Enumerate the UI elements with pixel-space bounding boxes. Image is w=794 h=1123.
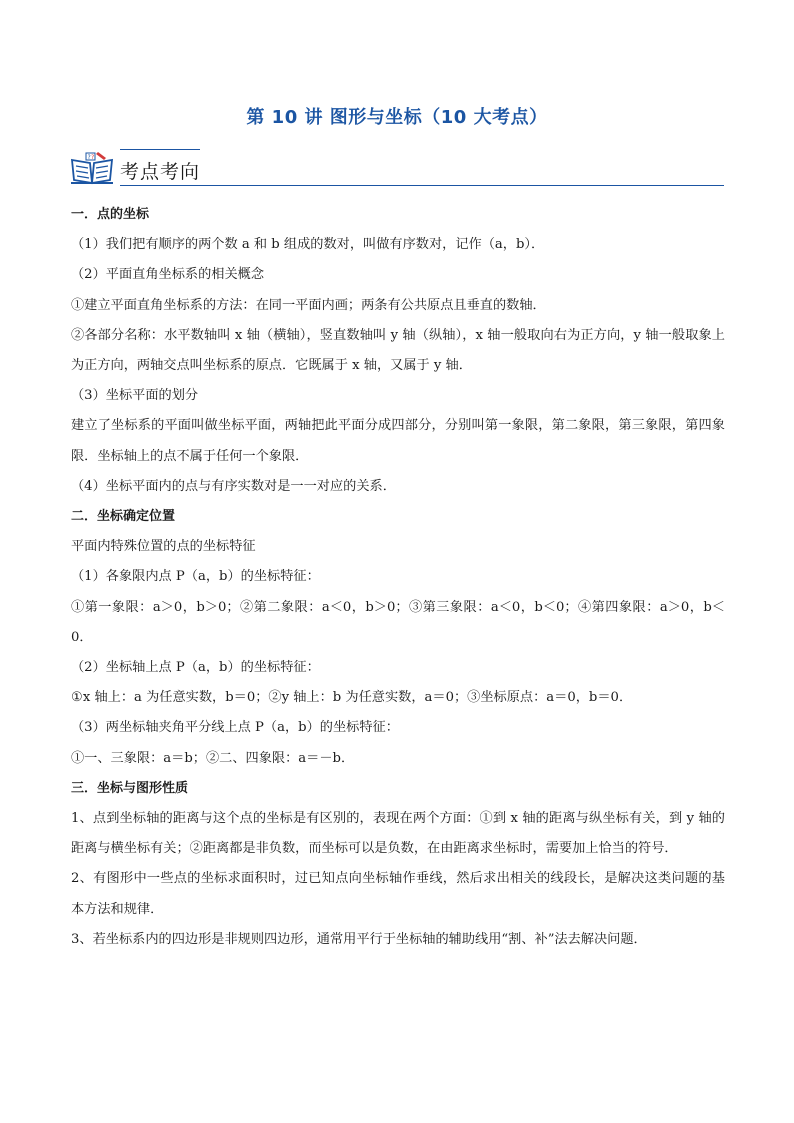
paragraph: 3、若坐标系内的四边形是非规则四边形，通常用平行于坐标轴的辅助线用“割、补”法去解决问题． bbox=[71, 931, 647, 947]
page-title: 第 10 讲 图形与坐标（10 大考点） bbox=[246, 107, 548, 128]
paragraph: 建立了坐标系的平面叫做坐标平面，两轴把此平面分成四部分，分别叫第一象限，第二象限，第三象限，第四象限．坐标轴上的点不属于任何一个象限． bbox=[71, 418, 725, 464]
paragraph: ①第一象限：a＞0，b＞0；②第二象限：a＜0，b＞0；③第三象限：a＜0，b＜0；④第四象限：a＞0，b＜0． bbox=[71, 599, 725, 645]
svg-text:?: ? bbox=[87, 154, 91, 161]
paragraph: （3）两坐标轴夹角平分线上点 P（a，b）的坐标特征： bbox=[71, 720, 399, 736]
svg-text:?: ? bbox=[91, 154, 95, 161]
paragraph: （2）坐标轴上点 P（a，b）的坐标特征： bbox=[71, 660, 320, 676]
paragraph: （2）平面直角坐标系的相关概念 bbox=[71, 267, 265, 283]
section-heading: 二．坐标确定位置 bbox=[71, 509, 176, 525]
book-icon bbox=[70, 150, 114, 186]
paragraph: ①x 轴上：a 为任意实数，b＝0；②y 轴上：b 为任意实数，a＝0；③坐标原点：a＝0，b＝0． bbox=[71, 690, 633, 706]
paragraph: （4）坐标平面内的点与有序实数对是一一对应的关系． bbox=[71, 478, 396, 494]
paragraph: ①一、三象限：a＝b；②二、四象限：a＝－b． bbox=[71, 750, 355, 766]
paragraph: （1）我们把有顺序的两个数 a 和 b 组成的数对，叫做有序数对，记作（a，b）． bbox=[71, 237, 545, 253]
section-header bbox=[70, 146, 724, 188]
paragraph: ①建立平面直角坐标系的方法：在同一平面内画；两条有公共原点且垂直的数轴． bbox=[71, 297, 546, 313]
paragraph: 1、点到坐标轴的距离与这个点的坐标是有区别的，表现在两个方面：①到 x 轴的距离与纵坐标有关，到 y 轴的距离与横坐标有关；②距离都是非负数，而坐标可以是负数，在由距离求坐标时，需要加上恰当的符号． bbox=[71, 811, 725, 857]
paragraph: （3）坐标平面的划分 bbox=[71, 388, 199, 404]
section-heading: 三．坐标与图形性质 bbox=[71, 780, 189, 796]
paragraph: ②各部分名称：水平数轴叫 x 轴（横轴），竖直数轴叫 y 轴（纵轴），x 轴一般取向右为正方向，y 轴一般取象上为正方向，两轴交点叫坐标系的原点．它既属于 x 轴，又属于 y 轴． bbox=[71, 327, 725, 374]
paragraph: 平面内特殊位置的点的坐标特征 bbox=[71, 539, 256, 555]
paragraph: （1）各象限内点 P（a，b）的坐标特征： bbox=[71, 569, 320, 585]
content-body bbox=[71, 200, 725, 955]
header-rule bbox=[120, 185, 724, 186]
header-top-line bbox=[120, 149, 200, 150]
section-title: 考点考向 bbox=[120, 161, 201, 183]
paragraph: 2、有图形中一些点的坐标求面积时，过已知点向坐标轴作垂线，然后求出相关的线段长，是解决这类问题的基本方法和规律． bbox=[71, 871, 725, 917]
section-heading: 一．点的坐标 bbox=[71, 207, 150, 222]
